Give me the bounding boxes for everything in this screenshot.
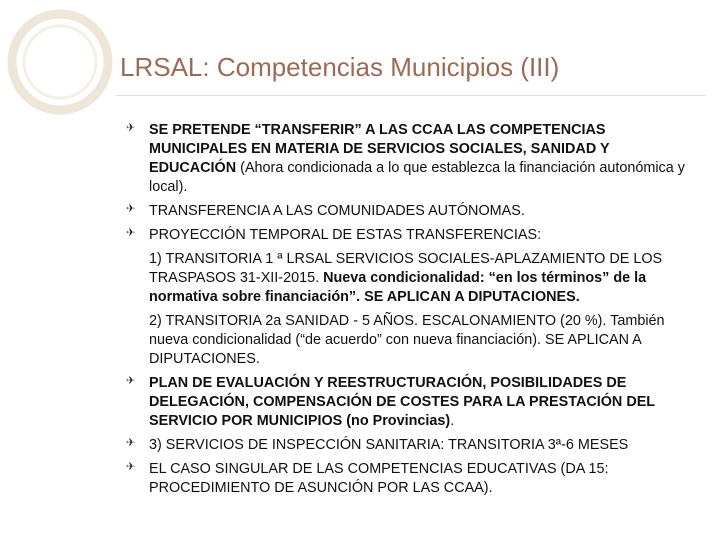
title-divider xyxy=(116,95,706,96)
list-item xyxy=(125,374,700,431)
list-item xyxy=(125,202,700,221)
sub-item xyxy=(125,250,700,307)
wing-bullet-icon: ✈ xyxy=(126,227,136,239)
sub-item-text: 2) TRANSITORIA 2a SANIDAD - 5 AÑOS. ESCALONAMIENTO (20 %). También nueva condicionalidad (“de acuerdo” con nueva financiación). SE APLICAN A DIPUTACIONES. xyxy=(149,313,665,367)
wing-bullet-icon: ✈ xyxy=(126,375,136,387)
item-text: EL CASO SINGULAR DE LAS COMPETENCIAS EDUCATIVAS (DA 15: PROCEDIMIENTO DE ASUNCIÓN POR LAS CCAA). xyxy=(149,461,609,496)
list-item xyxy=(125,436,700,455)
list-item xyxy=(125,460,700,498)
wing-bullet-icon: ✈ xyxy=(126,461,136,473)
item-text: (Ahora condicionada a lo que establezca la financiación autonómica y local). xyxy=(149,160,685,195)
sub-item-text: 1) TRANSITORIA 1 ª LRSAL SERVICIOS SOCIALES-APLAZAMIENTO DE LOS TRASPASOS 31-XII-2015. xyxy=(149,251,663,286)
slide-title: LRSAL: Competencias Municipios (III) xyxy=(120,52,560,82)
bullet-list xyxy=(125,121,700,503)
list-item xyxy=(125,226,700,245)
wing-bullet-icon: ✈ xyxy=(126,437,136,449)
item-text: . xyxy=(450,413,455,429)
item-text: TRANSFERENCIA A LAS COMUNIDADES AUTÓNOMAS. xyxy=(149,203,525,219)
item-text: 3) SERVICIOS DE INSPECCIÓN SANITARIA: TRANSITORIA 3ª-6 MESES xyxy=(149,437,629,453)
list-item xyxy=(125,121,700,197)
item-text-bold: PLAN DE EVALUACIÓN Y REESTRUCTURACIÓN, POSIBILIDADES DE DELEGACIÓN, COMPENSACIÓN DE COSTES PARA LA PRESTACIÓN DEL SERVICIO POR MUNICIPIOS (no Provincias) xyxy=(149,375,655,429)
item-text-bold: SE PRETENDE “TRANSFERIR” A LAS CCAA LAS COMPETENCIAS MUNICIPALES EN MATERIA DE SERVICIOS SOCIALES, SANIDAD Y EDUCACIÓN xyxy=(149,122,610,176)
sub-item-text-bold: Nueva condicionalidad: “en los términos” de la normativa sobre financiación”. SE APLICAN A DIPUTACIONES. xyxy=(149,270,647,305)
item-text: PROYECCIÓN TEMPORAL DE ESTAS TRANSFERENCIAS: xyxy=(149,227,542,243)
wing-bullet-icon: ✈ xyxy=(126,203,136,215)
wing-bullet-icon: ✈ xyxy=(126,122,136,134)
sub-item xyxy=(125,312,700,369)
